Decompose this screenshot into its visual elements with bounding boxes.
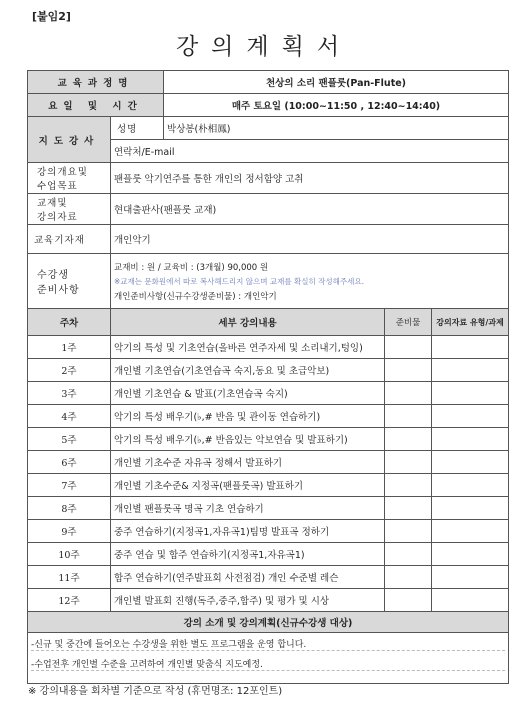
material-label: 교재및 강의자료 xyxy=(28,194,111,225)
prep-cell xyxy=(385,451,432,474)
page-title: 강의계획서 xyxy=(175,34,353,60)
overview-row xyxy=(28,163,509,194)
content-cell: 악기의 특성 및 기초연습(올바른 연주자세 및 소리내기,텅잉) xyxy=(111,336,385,359)
prep-row xyxy=(28,254,509,309)
week-cell: 11주 xyxy=(28,566,111,589)
content-cell: 개인별 발표회 진행(독주,중주,합주) 및 평가 및 시상 xyxy=(111,589,385,612)
week-cell: 12주 xyxy=(28,589,111,612)
week-cell: 3주 xyxy=(28,382,111,405)
material-cell xyxy=(432,359,509,382)
prep-cell xyxy=(385,520,432,543)
time-label: 요일 및 시간 xyxy=(28,94,164,117)
schedule-row xyxy=(28,543,509,566)
week-cell: 7주 xyxy=(28,474,111,497)
schedule-row xyxy=(28,359,509,382)
week-cell: 9주 xyxy=(28,520,111,543)
prep-cell xyxy=(385,359,432,382)
prep-cell xyxy=(385,474,432,497)
plan-body-row xyxy=(28,633,509,684)
week-cell: 6주 xyxy=(28,451,111,474)
prep-cell xyxy=(385,566,432,589)
time-row xyxy=(28,94,509,117)
content-cell: 개인별 기초연습(기초연습곡 숙지,동요 및 초급악보) xyxy=(111,359,385,382)
schedule-row xyxy=(28,405,509,428)
content-cell: 개인별 기초수준 자유곡 정해서 발표하기 xyxy=(111,451,385,474)
schedule-row xyxy=(28,520,509,543)
content-cell: 악기의 특성 배우기(♭,# 반음 및 관이동 연습하기) xyxy=(111,405,385,428)
week-cell: 1주 xyxy=(28,336,111,359)
content-cell: 개인별 팬플룻곡 명곡 기초 연습하기 xyxy=(111,497,385,520)
prep-note: ※교재는 문화원에서 따로 복사해드리지 않으며 교재를 확실히 작성해주세요. xyxy=(114,276,364,286)
course-value: 천상의 소리 팬플룻(Pan-Flute) xyxy=(164,71,509,94)
overview-label: 강의개요및 수업목표 xyxy=(28,163,111,194)
material-cell xyxy=(432,497,509,520)
schedule-row xyxy=(28,451,509,474)
prep-label: 수강생 준비사항 xyxy=(28,254,111,309)
content-header: 세부 강의내용 xyxy=(111,309,385,336)
prep-header: 준비물 xyxy=(385,309,432,336)
material-row xyxy=(28,194,509,225)
footer-note: ※ 강의내용을 회차별 기준으로 작성 (휴먼명조: 12포인트) xyxy=(28,686,283,697)
schedule-row xyxy=(28,382,509,405)
overview-value: 팬플룻 악기연주를 통한 개인의 정서함양 고취 xyxy=(111,163,509,194)
instructor-name-row xyxy=(28,117,509,140)
week-cell: 4주 xyxy=(28,405,111,428)
schedule-row xyxy=(28,589,509,612)
equipment-value: 개인악기 xyxy=(111,225,509,254)
content-cell: 악기의 특성 배우기(♭,# 반음있는 악보연습 및 발표하기) xyxy=(111,428,385,451)
plan-header: 강의 소개 및 강의계획(신규수강생 대상) xyxy=(28,612,509,633)
material-cell xyxy=(432,428,509,451)
material-header: 강의자료 유형/과제 xyxy=(432,309,509,336)
prep-cell xyxy=(385,428,432,451)
prep-cell xyxy=(385,589,432,612)
contact-label: 연락처/E-mail xyxy=(111,140,509,163)
content-cell: 중주 연습 및 합주 연습하기(지정곡1,자유곡1) xyxy=(111,543,385,566)
week-header: 주차 xyxy=(28,309,111,336)
attachment-label: [붙임2] xyxy=(32,10,71,23)
prep-value xyxy=(111,254,509,309)
content-cell: 합주 연습하기(연주발표회 사전점검) 개인 수준별 레슨 xyxy=(111,566,385,589)
week-cell: 8주 xyxy=(28,497,111,520)
content-cell: 중주 연습하기(지정곡1,자유곡1)팀명 발표곡 정하기 xyxy=(111,520,385,543)
week-cell: 2주 xyxy=(28,359,111,382)
instructor-label: 지도강사 xyxy=(28,117,111,163)
prep-cell xyxy=(385,497,432,520)
material-cell xyxy=(432,336,509,359)
prep-line-personal: 개인준비사항(신규수강생준비물) : 개인악기 xyxy=(114,291,277,302)
plan-line: -신규 및 중간에 들어오는 수강생을 위한 별도 프로그램을 운영 합니다. xyxy=(31,637,505,651)
name-value: 박상봉(朴相鳳) xyxy=(164,117,509,140)
schedule-header-row xyxy=(28,309,509,336)
week-cell: 10주 xyxy=(28,543,111,566)
equipment-row xyxy=(28,225,509,254)
lecture-plan-table xyxy=(27,70,509,684)
plan-header-row xyxy=(28,612,509,633)
prep-cell xyxy=(385,543,432,566)
content-cell: 개인별 기초수준& 지정곡(팬플룻곡) 발표하기 xyxy=(111,474,385,497)
schedule-row xyxy=(28,474,509,497)
course-row xyxy=(28,71,509,94)
prep-cell xyxy=(385,405,432,428)
schedule-row xyxy=(28,497,509,520)
schedule-row xyxy=(28,428,509,451)
course-label: 교육과정명 xyxy=(28,71,164,94)
material-cell xyxy=(432,566,509,589)
plan-body xyxy=(28,633,509,684)
prep-cell xyxy=(385,336,432,359)
prep-cell xyxy=(385,382,432,405)
plan-line: -수업전후 개인별 수준을 고려하여 개인별 맞춤식 지도예정. xyxy=(31,657,505,671)
material-cell xyxy=(432,520,509,543)
schedule-row xyxy=(28,336,509,359)
equipment-label: 교육기자재 xyxy=(28,225,111,254)
content-cell: 개인별 기초연습 & 발표(기초연습곡 숙지) xyxy=(111,382,385,405)
prep-line-fee: 교재비 : 원 / 교육비 : (3개월) 90,000 원 xyxy=(114,262,269,273)
material-cell xyxy=(432,589,509,612)
name-label: 성명 xyxy=(111,117,164,140)
material-value: 현대출판사(팬플룻 교재) xyxy=(111,194,509,225)
material-cell xyxy=(432,382,509,405)
schedule-row xyxy=(28,566,509,589)
material-cell xyxy=(432,405,509,428)
material-cell xyxy=(432,474,509,497)
material-cell xyxy=(432,451,509,474)
time-value: 매주 토요일 (10:00~11:50 , 12:40~14:40) xyxy=(164,94,509,117)
week-cell: 5주 xyxy=(28,428,111,451)
material-cell xyxy=(432,543,509,566)
